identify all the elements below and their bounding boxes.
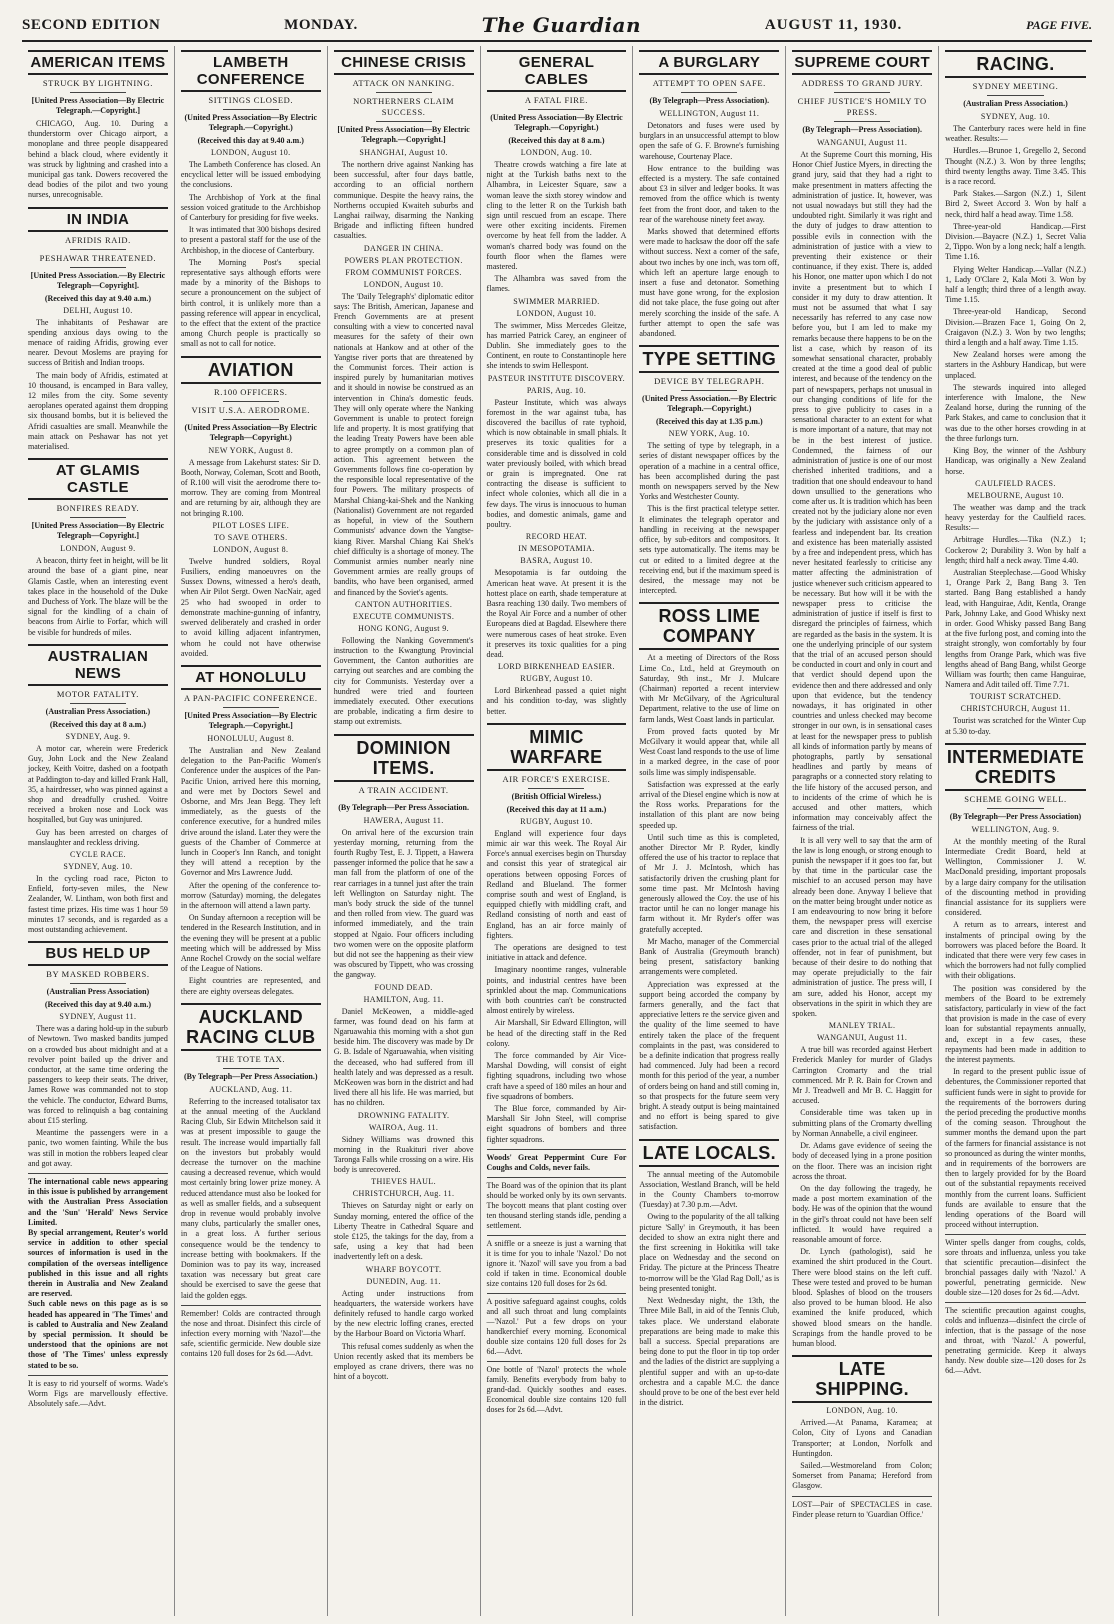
article-paragraph: At a meeting of Directors of the Ross Lime Co., Ltd., held at Greymouth on Saturday, 9th inst., Mr J. Mulcare (Chairman) reported a recent interview with Mr McGilvary, of the Agricultural Department, relative to the use of lime on farm lands, West Coast lands in particular. [639, 653, 780, 724]
article-paragraph: The operations are designed to test initiative in attack and defence. [486, 942, 627, 963]
headline-rule [70, 267, 126, 268]
headline-rule [987, 808, 1043, 809]
article-paragraph: Three-year-old Handicap.—First Division.—Bayacre (N.Z.) 1, Secret Valia 2, Tippo. Won by a long neck; half a length. Time 1.16. [945, 221, 1086, 262]
article-headline: BUS HELD UP [28, 941, 168, 966]
press-credit: (British Official Wireless.) [511, 791, 602, 801]
article [639, 1139, 779, 1409]
article-paragraph: Theatre crowds watching a fire late at night at the Turkish baths next to the Alhambra, in Leicester Square, saw a woman leave the sixth storey window and cling to the letter R on the Turkish bath sign until rescued from an escape. There were other exciting incidents. Firemen overcome by heat fell from the ladder. A woman's charred body was found on the fourth floor when the flames were mastered. [486, 160, 627, 272]
dateline: MANLEY TRIAL. [828, 1021, 896, 1031]
column-6 [786, 46, 939, 1616]
article-paragraph: After the opening of the conference to-morrow (Saturday) morning, the delegates in the afternoon will attend a lawn party. [180, 880, 321, 910]
article-paragraph: Marks showed that determined efforts were made to hacksaw the door off the safe without success. Next a corner of the safe, about two inches by one inch, was torn off, which left an aperture large enough to insert a fuse and detonator. Something must have gone wrong, for the explosion did not take place, the fuse going out after merely scorching the inside of the safe. A further attempt to open the safe was abandoned. [639, 227, 780, 339]
article-paragraph: The 'Daily Telegraph's' diplomatic editor says: The British, American, Japanese and French Governments are at present consulting with a view to concerted naval measures for the safety of their own nationals at Hankow and at other of the Yangtse river ports that are threatened by the Communist forces. Their action is inspired purely by humanitarian motives and it should in nowise be construed as an intervention in China's domestic feuds. They will only operate where the Nanking Government is unable to protect foreign life and property. It is most gratifying that the leading Treaty Powers have been able to agree promptly on a common plan of action. This agreement between the Governments follows fine co-operation by the responsible local representative of the four Powers. The military prospects of Marshal Chiang-kai-Shek and the Nanking (Nationalist) Government are not regarded as hopeful, in view of the Southern Communists' advance down the Yangtse-kiang River. Marshal Chiang Kai Shek's chief difficulty is a shortage of money. The Communist armies number nearly nine Government armies are really groups of bandits, who have been organised, armed and financed by the Soviet's agents. [333, 291, 474, 597]
article [181, 665, 321, 997]
article-paragraph: The Morning Post's special representative says although efforts were made by a minority of the Bishops to secure a pronouncement on the subject of birth control, it is unlikely more than a passing reference will appear in encyclical, to the effect that the extent of the practice among Church people is practically so small as not to call for notice. [180, 257, 321, 349]
article-paragraph: Flying Welter Handicap.—Vallar (N.Z.) 1, Lady O'Clare 2, Kala Moti 3. Won by half a length; third three of a length away. Time 1.15. [945, 264, 1086, 305]
article-headline: SUPREME COURT [792, 50, 932, 75]
dateline: CYCLE RACE. [69, 849, 126, 859]
press-credit: [United Press Association—By Electric Telegraph—Copyright.] [31, 521, 165, 541]
article-paragraph: Sailed.—Westmoreland from Colon; Somerset from Panama; Hereford from Glasgow. [792, 1460, 933, 1491]
advertisement-paragraph: A positive safeguard against coughs, colds and all such throat and lung complaints—'Nazol.' Put a few drops on your handkerchief every morning. Economical double size contains 120 full doses for 2s 6d.—Advt. [487, 1293, 627, 1357]
article-subhead: SITTINGS CLOSED. [208, 95, 294, 105]
column-4 [481, 46, 634, 1616]
notice-box [28, 1173, 168, 1371]
press-credit: (By Telegraph—Per Press Association) [949, 811, 1082, 821]
article-headline: AMERICAN ITEMS [28, 50, 168, 75]
received-note: (Received this day at 9.40 a.m.) [44, 293, 152, 303]
headline-rule [376, 92, 432, 93]
article-paragraph: Pasteur Institute, which was always foremost in the war against tuba, has discovered the bacillus of rate typhoid, which is now obtainable in small phials. It preserves its toxic qualities for a considerable time and is dissolved in cold water previously boiled, with which bread or grain is impregnated. One rat contracting the disease is sufficient to infect whole colonies, which all die in a few days. The virus is innocuous to human bodies, and domestic animals, game and poultry. [486, 397, 627, 530]
article-paragraph: Park Stakes.—Sargon (N.Z.) 1, Silent Bird 2, Sweet Accord 3. Won by half a neck, third half a head away. Time 1.58. [945, 189, 1086, 219]
headline-rule [376, 799, 432, 800]
day-label: MONDAY. [284, 16, 358, 33]
article-paragraph: There was a daring hold-up in the suburb of Newtown. Two masked bandits jumped on a crowded bus about midnight and at a revolver point bailed up the driver and conductor, at the same time ordering the passengers to keep their seats. The driver, James Rowe was commanded not to stop the vehicle. The conductor, Edward Burns, was forced to relinquish a bag containing about £15 sterling. [28, 1024, 168, 1125]
article-paragraph: A beacon, thirty feet in height, will be lit around the base of a giant pine, near Glamis Castle, when an interesting event takes place in the household of the Duke and Duchess of York. The blaze will be the signal for the kindling of a chain of beacons from Airlie to Forfar, which will be visible for hundreds of miles. [28, 556, 168, 637]
article-paragraph: At the monthly meeting of the Rural Intermediate Credit Board, held at Wellington, Commissioner J. W. MacDonald presiding, important proposals by a large dairy company for the utilisation of the discounting method in providing financial assistance for its suppliers were considered. [945, 836, 1086, 918]
article [28, 644, 168, 935]
dateline: SYDNEY, Aug. 10. [980, 112, 1051, 121]
dateline: FROM COMMUNIST FORCES. [345, 267, 462, 277]
advertisement-paragraph: Winter spells danger from coughs, colds, sore throats and influenza, unless you take that scientific precaution—disinfect the bronchial passages daily with 'Nazol.' A powerful, penetrating germicide. New double size—120 doses for 2s 6d.—Advt. [945, 1234, 1086, 1298]
article-paragraph: The annual meeting of the Automobile Association, Westland Branch, will be held in the County Chambers to-morrow (Tuesday) at 7.30 p.m.—Advt. [639, 1169, 780, 1210]
press-credit: [United Press Association—By Electric Telegraph.—Copyright.] [337, 125, 470, 144]
dateline: HAMILTON, Aug. 11. [363, 994, 444, 1004]
article-paragraph: This is the first practical teletype setter. It eliminates the telegraph operator and handling in receiving at the newspaper office, by sub-editors and compositors. It sets type automatically. The items may be cut or edited to a limited degree at the receiving end, but if the maximum speed is desired, the message may not be intercepted. [639, 504, 780, 596]
article-paragraph: The position was considered by the members of the Board to be extremely satisfactory, particularly in view of the fact that provision is made in the case of every loan for substantial repayments annually, and, except in a few cases, these repayments had been made in addition to the interest payments. [945, 983, 1086, 1065]
press-credit: [United Press Association.—By Electric Telegraph—Copyright]. [30, 270, 166, 290]
article-paragraph: Dr. Lynch (pathologist), said he examined the shirt produced in the Court. There were blood stains on the left cuff. These were tested and proved to be human blood. Splashes of blood on the trousers also proved to be human blood. He also examined the knife produced, which showed blood smears on the handle. Scrapings from the handle proved to be human blood. [792, 1247, 933, 1348]
article-headline: LATE SHIPPING. [792, 1355, 932, 1403]
dateline: MELBOURNE, August 10. [967, 490, 1064, 500]
received-note: (Received this day at 8 a.m.) [508, 136, 605, 145]
dateline: CANTON AUTHORITIES. [354, 599, 453, 609]
article-paragraph: Mesopotamia is far outdoing the American heat wave. At present it is the hottest place on earth, shade temperature at Basra reaching 130 daily. Two members of the Royal Air Force and a number of other Europeans died at Bagdad. Elsewhere there were numerous cases of heat stroke. Even it preserves its toxic qualities for a ping dead. [486, 568, 627, 659]
dateline: SYDNEY, Aug. 9. [65, 731, 131, 741]
received-note: (Received this day at 1.35 p.m.) [655, 417, 763, 427]
dateline: PILOT LOSES LIFE. [212, 520, 290, 530]
advertisement-paragraph: One bottle of 'Nazol' protects the whole family. Benefits everybody from baby to grand-dad. Quickly soothes and eases. Economical double size contains 120 full doses for 2s 6d.—Advt. [487, 1361, 627, 1415]
headline-rule [70, 249, 126, 250]
article-subhead: ATTACK ON NANKING. [352, 78, 455, 88]
article-paragraph: This refusal comes suddenly as when the Union recently asked that its members be employed as crane drivers, there was no hint of a boycott. [333, 1341, 474, 1382]
dateline: RUGBY, August 10. [520, 816, 593, 826]
dateline: LONDON, August 9. [60, 544, 136, 554]
press-credit: (Australian Press Association.) [45, 706, 151, 716]
article-headline: LAMBETH CONFERENCE [181, 50, 321, 92]
article-paragraph: Following the Nanking Government's instruction to the Kwangtung Provincial Government, the Canton authorities are carrying out searches and are combing the city for Communists. Yesterday over a hundred were tried and fourteen immediately executed. Other executions are probable, indicating a firm desire to stamp out extremists. [333, 635, 474, 727]
notice-text: By special arrangement, Reuter's world service in addition to other special sources of information is used in the compilation of the overseas intelligence published in this issue and all rights therein in Australia and New Zealand are reserved. [28, 1228, 168, 1299]
article-paragraph: It was intimated that 300 bishops desired to present a pastoral staff for the use of the Archbishop, in the diocese of Canterbury. [180, 225, 321, 255]
article-paragraph: From proved facts quoted by Mr McGilvary it would appear that, while all West Coast land responds to the use of lime in a marked degree, in the case of poor soils lime was simply indispensable. [639, 726, 780, 777]
article-subhead: PESHAWAR THREATENED. [39, 252, 157, 263]
article-paragraph: Dr. Adams gave evidence of seeing the body of deceased lying in a prone position on the floor. There was an incision right across the throat. [792, 1141, 933, 1181]
notice-text: The international cable news appearing in this issue is published by arrangement with the Australian Press Association and the 'Sun' 'Herald' News Service Limited. [28, 1176, 168, 1227]
headline-rule [987, 95, 1043, 96]
article [639, 602, 779, 1132]
article [945, 50, 1086, 737]
dateline: DANGER IN CHINA. [363, 243, 444, 253]
article-paragraph: The Canterbury races were held in fine weather. Results:— [945, 124, 1086, 144]
headline-rule [223, 707, 279, 708]
advertisement-paragraph: Remember! Colds are contracted through the nose and throat. Disinfect this circle of infection every morning with 'Nazol'—the safe, scientific germicide. New double size contains 120 full doses for 2s 6d.—Advt. [181, 1305, 321, 1359]
article-paragraph: Guy has been arrested on charges of manslaughter and reckless driving. [28, 827, 168, 847]
dateline: LONDON, Aug. 10. [826, 1406, 898, 1416]
dateline: LONDON, August 10. [210, 148, 291, 157]
article-subhead: THE TOTE TAX. [216, 1053, 286, 1064]
article-paragraph: The main body of Afridis, estimated at 10 thousand, is encamped in Bara valley, 12 miles from the city. Some seventy aeroplanes operated against them dropping six thousand bombs, but it is believed the Afridi casualties are small. Meanwhile the main attack on Peshawar has not yet materialised. [28, 370, 168, 452]
dateline: NEW YORK, August 8. [208, 445, 294, 455]
article-paragraph: On arrival here of the excursion train yesterday morning, returning from the fourth Rugby Test, E. J. Tippett, a Hawera passenger informed the police that he saw a man fall from the platform of one of the rear carriages in a tunnel just after the train left Wellington on Saturday night. The man's body struck the side of the tunnel and then rolled from view. The guard was informed immediately, and the train stopped at Ngaio. Four officers including two women were on the opposite platform but did not see the happening as their view was obscured by Tippett, who was crossing the gangway. [333, 827, 474, 980]
dateline: EXECUTE COMMUNISTS. [352, 611, 455, 621]
dateline: DELHI, August 10. [63, 305, 133, 315]
page-number: PAGE FIVE. [1026, 17, 1092, 32]
article [639, 345, 779, 596]
article-paragraph: Appreciation was expressed at the support being accorded the company by farmers generally, and the fact that appreciative letters re the service given and the quality of the lime seemed to have entirely taken the place of the frequent complaints in the past, was considered to be a definite indication that progress really had commenced. July had been a record month for this period of the year, a number of orders being on hand and still coming in, so that prospects for the future seem very bright. A steady output is being maintained and no effort is being spared to give satisfaction. [639, 979, 780, 1132]
masthead [22, 10, 1092, 42]
article-paragraph: Until such time as this is completed, another Director Mr P. Ryder, kindly offered the use of his tractor to replace that of Mr J. J. McIntosh, which has satisfactorily driven the crushing plant for some time past. Mr McIntosh having generously allowed the Coy. the use of his tractor until he can no longer manage his farm without it. Mr Ryder's offer was gratefully accepted. [639, 832, 780, 934]
dateline: HONG KONG, August 9. [358, 623, 450, 633]
headline-rule [70, 517, 126, 518]
article-headline: RACING. [945, 50, 1086, 78]
dateline: WAIROA, Aug. 11. [368, 1122, 439, 1132]
article-paragraph: Mr Macho, manager of the Commercial Bank of Australia (Greymouth branch) being present, satisfactory banking arrangements were completed. [639, 936, 780, 977]
column-2 [175, 46, 328, 1616]
article [639, 50, 779, 339]
article-paragraph: Lord Birkenhead passed a quiet night and his condition to-day, was slightly better. [486, 686, 627, 716]
dateline: WELLINGTON, August 11. [659, 109, 760, 118]
issue-date: AUGUST 11, 1930. [764, 16, 903, 33]
article-subhead: DEVICE BY TELEGRAPH. [654, 376, 765, 387]
headline-rule [681, 92, 737, 93]
dateline: CHRISTCHURCH, August 11. [960, 704, 1071, 714]
article-paragraph: Arrived.—At Panama, Karamea; at Colon, City of Lyons and Canadian Transporter; at London, Norfolk and Huntingdon. [792, 1418, 933, 1458]
dateline: HAWERA, August 11. [363, 815, 444, 825]
dateline: LONDON, August 10. [363, 279, 444, 289]
notice-text: Such cable news on this page as is so headed has appeared in 'The Times' and is cabled to Australia and New Zealand by special permission. It should be understood that the opinions are not those of 'The Times' unless expressly stated to be so. [28, 1299, 168, 1370]
article-subhead: VISIT U.S.A. AERODROME. [191, 404, 311, 415]
article-subhead: ADDRESS TO GRAND JURY. [801, 78, 923, 88]
advertisement-paragraph: The scientific precaution against coughs, colds and influenza—disinfect the circle of infection, that is the passage of the nose and throat, with 'Nazol.' A powerful, penetrating germicide. Keep it always handy. New double size—120 doses for 2s 6d.—Advt. [945, 1302, 1086, 1376]
dateline: FOUND DEAD. [374, 982, 433, 992]
article-subhead: CHIEF JUSTICE'S HOMILY TO PRESS. [797, 96, 927, 117]
article-headline: A BURGLARY [639, 50, 779, 75]
article-subhead: STRUCK BY LIGHTNING. [42, 78, 153, 88]
notice-box [487, 1149, 627, 1173]
headline-rule [834, 92, 890, 93]
article-paragraph: How entrance to the building was effected is a mystery. The safe contained about £3 in silver and ledger books. It was removed from the office which is twenty feet from the front door, and taken to the rear of the warehouse ninety feet away. [639, 163, 780, 224]
article-paragraph: Tourist was scratched for the Winter Cup at 5.30 to-day. [945, 716, 1086, 736]
classified-lost-notice: LOST—Pair of SPECTACLES in case. Finder please return to 'Guardian Office.' [792, 1496, 932, 1520]
article-paragraph: New Zealand horses were among the starters in the Ashbury Handicap, but were unplaced. [945, 350, 1086, 380]
article-paragraph: Hurdles.—Brunoe 1, Gregello 2, Second Thought (N.Z.) 3. Won by three lengths; third twenty lengths away. Time 3.45. This is a race record. [945, 146, 1086, 187]
article-subhead: MOTOR FATALITY. [56, 688, 139, 699]
article-paragraph: CHICAGO, Aug. 10. During a thunderstorm over Chicago airport, a monoplane and three people disappeared behind a black cloud, where evidently it was struck by lightning and crashed into a municipal gas tank. Dowers recovered the dead bodies of the pilot and two young nurses, unrecognisable. [28, 119, 168, 200]
headline-rule [70, 703, 126, 704]
article-paragraph: On Sunday afternoon a reception will be tendered in the Research Institution, and in the evening they will be present at a public meeting which will be addressed by Miss Anne Rochel Crowdy on the social welfare of the League of Nations. [180, 913, 321, 974]
article-paragraph: Considerable time was taken up in submitting plans of the Cromarty dwelling by Norman Annabelle, a civil engineer. [792, 1108, 933, 1138]
article-headline: INTERMEDIATE CREDITS [945, 743, 1086, 791]
article-subhead: A PAN-PACIFIC CONFERENCE. [183, 692, 318, 703]
article-headline: DOMINION ITEMS. [334, 734, 474, 782]
article-paragraph: The Blue force, commanded by Air-Marshall Sir John Steel, will comprise eight squadrons of bombers and three fighter squadrons. [486, 1104, 627, 1144]
article-paragraph: A motor car, wherein were Frederick Guy, John Lock and the New Zealand jockey, Keith Voitre, dashed on a footpath at Paddington to-day and killed Frank Hall, 35, a hairdresser, who was pinned against a shop and dreadfully crushed. Voitre received a broken nose and Lock was hospitalled, but Guy was uninjured. [28, 743, 168, 825]
dateline: SHANGHAI, August 10. [359, 148, 448, 157]
article-paragraph: A message from Lakehurst states: Sir D. Booth, Norway, Coleman, Scott and Booth, of R.100 will visit the aerodrome there to-morrow. They are coming from Montreal and are returning by air, although they are not bringing R.100. [180, 457, 321, 518]
article-paragraph: In regard to the present public issue of debentures, the Commissioner reported that sufficient funds were in sight to provide for the requirements of the borrowers during the period preceding the productive months of the coming season. Throughout the summer months the demand upon the part of the farmers for financial assistance is not so pronounced as during the winter months, and in requirements of the borrowers are then to largely provided for by the Board out of the substantial repayments received monthly from the current loans. Sufficient funds are available to ensure that the lending operations of the Board will proceed without interruption. [945, 1067, 1086, 1230]
article-paragraph: England will experience four days mimic air war this week. The Royal Air Force's annual exercises begin on Thursday and consist this year of strategical air operations between opposing Forces of Redland and Blueland. The former comprise south and west of England, is equipped chiefly with middling craft, and Redland consisting of north and east of England, has an air force mainly of fighters. [486, 828, 627, 940]
dateline: HONOLULU, August 8. [207, 733, 295, 743]
article-paragraph: The weather was damp and the track heavy yesterday for the Caulfield races. Results:— [945, 502, 1086, 533]
article [28, 50, 168, 201]
dateline: BASRA, August 10. [520, 556, 593, 566]
article-paragraph: The swimmer, Miss Mercedes Gleitze, has married Patrick Carey, an engineer of Dublin. She immediately goes to the Continent, en route to Constantinople here she intends to swim Hellespont. [486, 320, 627, 371]
headline-rule [223, 109, 279, 110]
headline-rule [376, 121, 432, 122]
article-headline: GENERAL CABLES [487, 50, 627, 92]
article-paragraph: The Archbishop of York at the final session voiced gratitude to the Archbishop of Canterbury for presiding for five weeks. [180, 192, 321, 223]
article-subhead: AIR FORCE'S EXERCISE. [502, 773, 611, 784]
article-paragraph: Acting under instructions from headquarters, the waterside workers have definitely refused to handle cargo worked by the new electric loffing cranes, erected by the Harbour Board on Victoria Wharf. [333, 1288, 474, 1339]
received-note: (Received this day at 9.40 a.m.) [44, 1000, 152, 1010]
press-credit: (United Press Association—By Electric Telegraph.—Copyright.) [184, 113, 318, 132]
press-credit: (By Telegraph—Per Press Association. [338, 802, 470, 812]
dateline: WANGANUI, August 11. [816, 1033, 908, 1043]
headline-rule [528, 109, 584, 110]
article-paragraph: King Boy, the winner of the Ashbury Handicap, was originally a New Zealand horse. [945, 446, 1086, 476]
article-subhead: AFRIDIS RAID. [64, 234, 131, 245]
article [487, 723, 627, 1416]
article-headline: TYPE SETTING [639, 345, 779, 373]
dateline: WANGANUI, August 11. [816, 138, 908, 147]
dateline: RECORD HEAT. [525, 532, 587, 542]
article-paragraph: Imaginary noontime ranges, vulnerable points, and industrial centres have been sprinkled about the map. Communications with both countries can't be constructed almost entirely by wireless. [486, 965, 627, 1016]
article-paragraph: The Lambeth Conference has closed. An encyclical letter will be issued embodying the conclusions. [180, 160, 321, 190]
headline-rule [834, 121, 890, 122]
dateline: TO SAVE OTHERS. [214, 532, 288, 542]
article [181, 50, 321, 350]
article-subhead: R.100 OFFICERS. [214, 386, 288, 397]
headline-rule [528, 788, 584, 789]
article-paragraph: Owing to the popularity of the all talking picture 'Sally' in Greymouth, it has been decided to show an extra night there and the first screening in Hokitika will take place on Wednesday and the second on Friday. The picture at the Princess Theatre to-morrow will be the 'Glad Rag Doll,' as is being presented tonight. [639, 1212, 780, 1293]
article-headline: MIMIC WARFARE [487, 723, 627, 771]
article [181, 356, 321, 659]
received-note: (Received this day at 8 a.m.) [49, 719, 147, 729]
article-paragraph: A return as to arrears, interest and instalments of principal owing by the borrowers was placed before the Board. It indicated that there were very few cases in which the borrowers had not fully complied with their obligations. [945, 920, 1086, 981]
article-paragraph: The inhabitants of Peshawar are spending anxious days owing to the menace of raiding Afridis, growing ever nearer. Devout Moslems are praying for success of British and Indian troops. [28, 317, 168, 368]
dateline: LONDON, August 8. [213, 544, 289, 554]
article [792, 50, 932, 1349]
article-paragraph: The Alhambra was saved from the flames. [486, 274, 627, 294]
dateline: SWIMMER MARRIED. [513, 296, 600, 306]
article-paragraph: Meantime the passengers were in a panic, two women fainting. While the bus was still in motion the robbers leaped clear and got away. [28, 1128, 168, 1168]
article-subhead: A TRAIN ACCIDENT. [358, 784, 449, 795]
article [28, 458, 168, 638]
article-paragraph: Twelve hundred soldiers, Royal Fusiliers, ending manoeuvres on the Sussex Downs, witnessed a hero's death, when Air Pilot Sergt. Owen NacNair, aged 25 who had swooped in order to demonstrate machine-gunning of infantry, swerved deliberately and crashed in order to avoid killing adjacent infantrymen, whom he could not have otherwise avoided. [180, 556, 321, 658]
article-headline: CHINESE CRISIS [334, 50, 474, 75]
article-headline: AUSTRALIAN NEWS [28, 644, 168, 686]
dateline: TOURIST SCRATCHED. [969, 692, 1062, 702]
article [945, 743, 1086, 1377]
article-paragraph: A true bill was recorded against Herbert Frederick Manley for murder of Gladys Carrington Cromarty and the trial commenced. Mr P. R. Bain for Crown and Mr J. Treadwell and Mr B. C. Haggitt for accused. [792, 1045, 933, 1106]
dateline: PASTEUR INSTITUTE DISCOVERY. [487, 373, 626, 383]
column-5 [633, 46, 786, 1616]
article-paragraph: Eight countries are represented, and there are eighty overseas delegates. [180, 976, 321, 996]
headline-rule [223, 401, 279, 402]
article-paragraph: In the cycling road race, Picton to Enfield, forty-seven miles, the New Zealander, W. Lintham, won both first and fastest time prizes. His time was 1 hour 59 minutes 17 seconds, and is regarded as a most outstanding achievement. [28, 873, 168, 934]
article-paragraph: Thieves on Saturday night or early on Sunday morning, entered the office of the Liberty Theatre in Cathedral Square and stole £125, the takings for the day, from a safe, using a key that had been inadvertently left on a desk. [333, 1201, 474, 1262]
advertisement-paragraph: The Board was of the opinion that its plant should be worked only by its own servants. The boycott means that plant costing over ten thousand sterling stands idle, pending a settlement. [487, 1177, 627, 1231]
edition-label: SECOND EDITION [22, 16, 161, 33]
article-paragraph: Sidney Williams was drowned this morning in the Ruakituri river above Taronga Falls while crossing on a wire. His body is unrecovered. [333, 1134, 474, 1175]
article-headline: IN INDIA [28, 207, 168, 232]
article-headline: AT HONOLULU [181, 665, 321, 690]
article-paragraph: Air Marshall, Sir Edward Ellington, will be head of the directing staff in the Red colony. [486, 1018, 627, 1048]
press-credit: (United Press Association—By Electric Telegraph.—Copyright.) [490, 113, 623, 132]
article-subhead: BONFIRES READY. [56, 503, 140, 514]
article-paragraph: Arbitrage Hurdles.—Tika (N.Z.) 1; Cockerow 2; Durability 3. Won by half a length; third half a neck away. Time 4.40. [945, 535, 1086, 565]
headline-rule [681, 390, 737, 391]
dateline: PARIS, Aug. 10. [526, 385, 587, 395]
dateline: AUCKLAND, Aug. 11. [209, 1084, 293, 1094]
dateline: THIEVES HAUL. [371, 1177, 436, 1187]
dateline: LORD BIRKENHEAD EASIER. [497, 662, 615, 672]
press-credit: (United Press Association.—By Electric Telegraph.—Copyright.) [642, 394, 777, 414]
article-paragraph: The force commanded by Air Vice-Marshal Dowding, will consist of eight fighting squadrons, including two whose craft have a speed of 180 miles an hour and five squadrons of bombers. [486, 1051, 627, 1101]
article-paragraph: Satisfaction was expressed at the early arrival of the Diesel engine which is now at the Ross works. Preparations for the installation of this plant are now being speeded up. [639, 779, 780, 830]
press-credit: (By Telegraph—Press Association). [649, 96, 770, 105]
article-subhead: A FATAL FIRE. [524, 95, 588, 105]
article-subhead: NORTHERNERS CLAIM SUCCESS. [353, 96, 455, 117]
headline-rule [223, 419, 279, 420]
article-paragraph: At the Supreme Court this morning, His Honor Chief Justice Myers, in directing the grand jury, said that they had a right to make presentment in matters affecting the administration of justice. It, however, was not usual nowadays but still they had the undoubted right. Similarly it was right and the duty of judges to draw attention to possible evils in connection with the administration of justice with a view to preventing their existence or their continuance, if they exist. There is, added his Honor, one matter upon which I do not invite a presentment but to which I consider it my duty to draw attention. It must not be assumed that what I say necessarily has referred to any case now before you, but I am led to make my remarks because there happens to be on the list a case, which by reason of its somewhat sensational character, probably created at the time a good deal of public interest, and because of the tendency on the part of newspapers, perhaps not unusual in our changing conditions of life for the press to give publicity to cases in a sensational character to an extent for what is more important of a nature, that may not be in the best interest of justice. Condemned, the fairness of our administration of justice is one of our most cherished inherited traditions, and a tradition that one should endeavour to hand down unsullied to the generations who come after us. It is tradition which has been created not by the judiciary alone nor even by the judiciary with assistance only of a fearless and independent bar. Its creation and existence has been materially assisted by a free and independent press, which has never hesitated fearlessly to criticise any matter affecting the administration of justice whenever such criticism appeared to be necessary. But how will it be with the newspaper press to criticise the administration of justice if itself is first to disregard the principles of fairness, which are regarded as the basis in the system. It is one the underlying principle of our system that the trial of an accused person should be conducted in court and only in court and that verdict should depend upon the evidence then and there addressed and only upon that evidence, but the tendency nowadays, it has originated in other countries and unless checked may become stronger in our own, is in sensational cases at least for the newspaper press to publish all kinds of information partly by means of photographs, partly by sensational headlines and partly by means of paragraphs or a connected story relating to the life history of the accused person, and to incidents of the crime of which he is accused and other matters, which information may conceivably affect the fairness of the trial. [792, 150, 933, 833]
article [28, 207, 168, 453]
dateline: SYDNEY, Aug. 10. [63, 861, 133, 871]
headline-rule [70, 983, 126, 984]
column-1 [22, 46, 175, 1616]
article-subhead: SYDNEY MEETING. [972, 81, 1059, 91]
article-paragraph: The stewards inquired into alleged interference with Imalone, the New Zealand horse, during the running of the Park Stakes, and came to conclusion that it was due to the other horses crowding in at the three furlongs turn. [945, 382, 1086, 443]
paper-logo: The Guardian [481, 13, 641, 37]
press-credit: (By Telegraph—Press Association). [802, 125, 922, 134]
article-headline: AUCKLAND RACING CLUB [181, 1003, 321, 1051]
article-headline: AT GLAMIS CASTLE [28, 458, 168, 500]
article-headline: LATE LOCALS. [639, 1139, 779, 1167]
article-paragraph: The setting of type by telegraph, in a series of distant newspaper offices by the operation of a machine in a central office, has been accomplished during the past month on newspapers served by the New Yorks and Westchester County. [639, 441, 780, 502]
article-paragraph: Australian Steeplechase.—Good Whisky 1, Orange Park 2, Bang Bang 3. Ten started. Bang Bang established a handy lead, with Hanguirae, Adit, Kentla, Orange Park, Johnny Lake, and Good Whisky next in order. Good Whisky passed Bang Bang at the five furlong post, and coming into the straight strongly, won comfortably by four lengths from Orange Park, which was five lengths ahead of Bang Bang, whilst George William was fourth; then came Hanguirae, Namera and Adit tailed off. Time 7.71. [945, 567, 1086, 690]
article-subhead: ATTEMPT TO OPEN SAFE. [652, 78, 766, 88]
dateline: WHARF BOYCOTT. [365, 1264, 442, 1274]
columns-container [22, 46, 1092, 1616]
article [792, 1355, 932, 1519]
dateline: DROWNING FATALITY. [357, 1110, 450, 1120]
article-headline: AVIATION [181, 356, 321, 384]
dateline: RUGBY, August 10. [520, 674, 593, 684]
article [334, 734, 474, 1383]
press-credit: (Australian Press Association) [46, 987, 150, 997]
dateline: POWERS PLAN PROTECTION. [344, 255, 463, 265]
press-credit: (By Telegraph—Per Press Association.) [184, 1071, 318, 1081]
column-3 [328, 46, 481, 1616]
dateline: LONDON, August 10. [516, 308, 597, 318]
received-note: (Received this day at 11 a.m.) [506, 804, 607, 814]
dateline: DUNEDIN, Aug. 11. [366, 1276, 441, 1286]
article-paragraph: The northern drive against Nanking has been successful, after four days battle, according to an official northern communique. Despite the heavy rains, the Northerns occupied Kwaiteh suburbs and Langhai railway, disarming the Nanking Brigade and inflicting fifteen hundred casualties. [333, 160, 474, 241]
dateline: LONDON, Aug. 10. [520, 148, 593, 157]
column-7 [939, 46, 1092, 1616]
article-paragraph: It is all very well to say that the arm of the law is long enough, or strong enough to punish the newspaper if it goes too far, but by that time in the particular case the mischief to an accused person may have already been done. Anyway I believe that on the matter being brought under notice as I am endeavouring to now bring it before them, the newspaper press will exercise care and discretion in these sensational cases prior to the actual trial of the alleged offender, not in fear of punishment, but because of their desire to do nothing that may operate prejudicially to the fair administration of justice. The press will, I am sure, added his Honor, accept my observations in the spirit in which they are spoken. [792, 835, 933, 1019]
article [334, 50, 474, 728]
dateline: CAULFIELD RACES. [975, 478, 1056, 488]
article-paragraph: On the day following the tragedy, he made a post mortem examination of the body. He was of the opinion that the wound in the girl's throat could not have been self inflicted. It would have required a reasonable amount of force. [792, 1183, 933, 1244]
dateline: SYDNEY, August 11. [59, 1012, 137, 1022]
press-credit: (Australian Press Association.) [963, 99, 1068, 108]
dateline: WELLINGTON, Aug. 9. [971, 824, 1060, 834]
article [487, 50, 627, 717]
article-paragraph: Daniel McKeowen, a middle-aged farmer, was found dead on his farm at Ngaruawahia this morning with a shot gun beside him. The discovery was made by Dr G. B. Isdale of Ngaruawahia, when visiting the deceased, who had suffered from ill health lately and was depressed as a result. McKeowen was born in the district and had lived there all his life. He was married, but has no children. [333, 1006, 474, 1108]
received-note: (Received this day at 9.40 a.m.) [197, 136, 304, 145]
article-paragraph: Next Wednesday night, the 13th, the Three Mile Ball, in aid of the Tennis Club, takes place. We understand elaborate preparations are being made to make this ball a success. Special preparations are being done to put the floor in tip top order and the ladies of the district are supplying a plentiful supper and with an up-to-date orchestra and a capable M.C. the dance should prove to be one of the best ever held in the district. [639, 1296, 780, 1408]
notice-text: Woods' Great Peppermint Cure For Coughs and Colds, never fails. [486, 1152, 627, 1173]
article-paragraph: Three-year-old Handicap, Second Division.—Brazen Face 1, Going On 2, Craigavon (N.Z.) 3. Won by two lengths; third a length and a half away. Time 1.15. [945, 307, 1086, 348]
headline-rule [70, 92, 126, 93]
article-paragraph: The Australian and New Zealand delegation to the Pan-Pacific Women's Conference under the auspices of the Pan-Pacific Union, arrived here this morning, and were met by Doctors Sewel and Osborne, and Mrs Jean Begg. They left immediately, as the guests of the conference executive, for a hundred miles drive around the island. Later they were the guests of the Chamber of Commerce at lunch in Cooper's Inn Ranch, and tonight they will attend a reception by the Governor and Mrs Lawrence Judd. [180, 745, 321, 878]
article [181, 1003, 321, 1359]
headline-rule [223, 1068, 279, 1069]
press-credit: [United Press Association—By Electric Telegraph.—Copyright.] [31, 96, 165, 115]
article-subhead: SCHEME GOING WELL. [964, 793, 1067, 804]
dateline: NEW YORK, Aug. 10. [668, 429, 750, 439]
advertisement-paragraph: A sniffle or a sneeze is just a warning that it is time for you to inhale 'Nazol.' Do not ignore it. 'Nazol' will save you from a bad cold if taken in time. Economical double size contains 120 full doses for 2s 6d. [487, 1235, 627, 1289]
press-credit: [United Press Association—By Electric Telegraph.—Copyright.] [184, 710, 318, 730]
advertisement-paragraph: It is easy to rid yourself of worms. Wade's Worm Figs are marvellously effective. Absolutely safe.—Advt. [28, 1375, 168, 1409]
dateline: CHRISTCHURCH, Aug. 11. [352, 1189, 455, 1199]
article [28, 941, 168, 1409]
article-headline: ROSS LIME COMPANY [639, 602, 779, 650]
press-credit: (United Press Association—By Electric Telegraph—Copyright.) [184, 422, 318, 442]
article-paragraph: Referring to the increased totalisator tax at the annual meeting of the Auckland Racing Club, Sir Edwin Mitchelson said it was at present impossible to gauge the result. The increase would impartially fall on the investors but probably would decrease the turnover on the machine causing a decreased revenue, which would most certainly bring lower prize money. A reduced attendance must also be looked for as well as smaller fields, and a subsequent drop in revenue would probably involve many clubs, particularly the smaller ones, in a great loss. A further serious consequence would be the tendency to increase betting with bookmakers. If the Dominion was to pay its way, increased taxation was necessary but great care should be exercised to save the geese that laid the golden eggs. [180, 1096, 321, 1300]
article-paragraph: Detonators and fuses were used by burglars in an unsuccessful attempt to blow open the safe of G. F. Browne's furnishing warehouse, Courtenay Place. [639, 121, 780, 161]
dateline: IN MESOPOTAMIA. [518, 544, 595, 554]
article-subhead: BY MASKED ROBBERS. [46, 969, 150, 980]
